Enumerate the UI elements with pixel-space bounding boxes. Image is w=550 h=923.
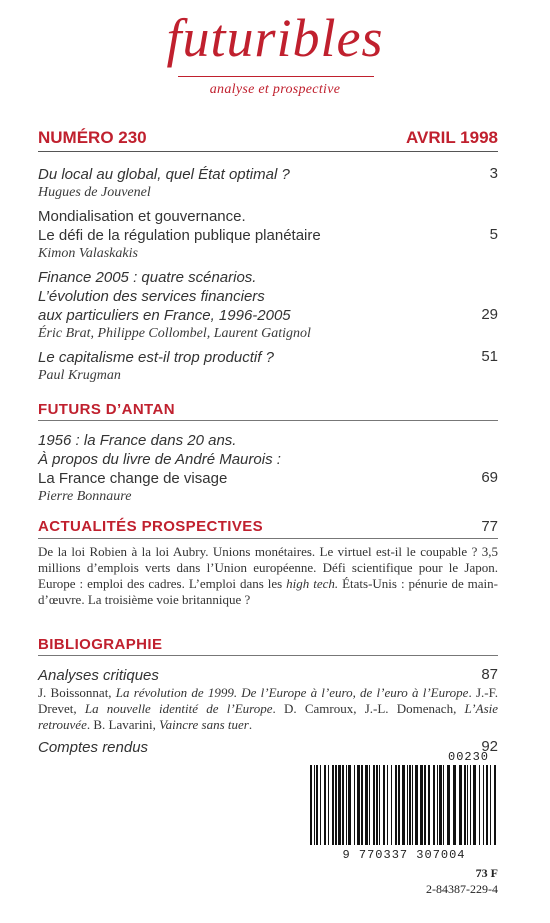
article-author: Hugues de Jouvenel: [38, 185, 151, 200]
barcode-bar: [379, 765, 380, 845]
barcode-bar: [483, 765, 484, 845]
barcode-bar: [470, 765, 471, 845]
issue-number: NUMÉRO 230: [38, 128, 147, 147]
issue-row: [38, 128, 498, 148]
barcode-bar: [433, 765, 435, 845]
article-title: La France change de visage: [38, 470, 228, 487]
barcode-bar: [424, 765, 426, 845]
bibliographie-refs: [38, 685, 498, 733]
barcode-bar: [407, 765, 408, 845]
barcode-bar: [361, 765, 363, 845]
article-page: 3: [489, 165, 498, 182]
barcode-bar: [453, 765, 456, 845]
issue-date: AVRIL 1998: [406, 128, 498, 147]
barcode-bar: [342, 765, 344, 845]
article-author: Paul Krugman: [38, 368, 121, 383]
barcode-bar: [373, 765, 375, 845]
price: 73 F: [475, 866, 498, 880]
barcode-bar: [415, 765, 418, 845]
barcode-bar: [328, 765, 329, 845]
article-author: Kimon Valaskakis: [38, 246, 138, 261]
bibliographie-analyses[interactable]: [38, 666, 498, 685]
barcode-bar: [412, 765, 413, 845]
divider: [38, 420, 498, 421]
barcode-bar: [354, 765, 355, 845]
barcode-bar: [383, 765, 385, 845]
barcode-bar: [310, 765, 312, 845]
barcode-bar: [428, 765, 430, 845]
barcode-bar: [316, 765, 318, 845]
article-title: À propos du livre de André Maurois :: [38, 451, 281, 468]
subsection-title: Comptes rendus: [38, 739, 149, 756]
barcode-bar: [486, 765, 488, 845]
barcode-bar: [464, 765, 466, 845]
masthead-title: futuribles: [166, 8, 384, 68]
futurs-article[interactable]: [38, 431, 498, 506]
divider: [38, 151, 498, 152]
barcode-bar: [391, 765, 392, 845]
subsection-title: Analyses critiques: [38, 667, 159, 684]
article-page: 5: [489, 226, 498, 243]
summary-text: États-Unis : pénurie de main-d’œuvre. La troisième voie britannique ?: [38, 576, 498, 607]
barcode-bar: [346, 765, 347, 845]
section-heading-label: ACTUALITÉS PROSPECTIVES: [38, 518, 264, 535]
section-heading-actualites[interactable]: [38, 518, 498, 536]
article-title: aux particuliers en France, 1996-2005: [38, 307, 291, 324]
article-title: Le capitalisme est-il trop productif ?: [38, 349, 274, 366]
ref-work: L’Asie retrouvée: [38, 701, 499, 732]
barcode-bar: [490, 765, 491, 845]
article-author: Éric Brat, Philippe Collombel, Laurent Gatignol: [38, 326, 311, 341]
barcode-bar: [439, 765, 442, 845]
barcode-bar: [369, 765, 370, 845]
ref-sep: .: [272, 701, 284, 716]
masthead-rule: [178, 76, 374, 77]
ref-sep: .: [468, 685, 476, 700]
masthead-tagline: analyse et prospective: [209, 82, 341, 97]
barcode-bar: [376, 765, 378, 845]
ref-author: J.-F. Drevet,: [38, 685, 499, 716]
barcode-bar: [437, 765, 438, 845]
article-title: Le défi de la régulation publique planétaire: [38, 227, 321, 244]
article-title: Finance 2005 : quatre scénarios.: [38, 269, 257, 286]
article-title: Du local au global, quel État optimal ?: [38, 166, 290, 183]
article-page: 77: [481, 518, 498, 535]
barcode-bar: [494, 765, 496, 845]
barcode-bar: [365, 765, 368, 845]
barcode-bar: [459, 765, 462, 845]
ref-author: D. Camroux, J.-L. Domenach,: [283, 701, 465, 716]
article-2[interactable]: [38, 207, 498, 263]
ref-work: La nouvelle identité de l’Europe: [84, 701, 273, 716]
barcode: [308, 765, 500, 845]
article-4[interactable]: [38, 348, 498, 385]
article-author: Pierre Bonnaure: [38, 489, 132, 504]
ref-work: Vaincre sans tuer: [159, 717, 249, 732]
article-page: 92: [481, 738, 498, 755]
barcode-bar: [338, 765, 341, 845]
divider: [38, 655, 498, 656]
article-page: 69: [481, 469, 498, 486]
article-page: 87: [481, 666, 498, 683]
barcode-bar: [409, 765, 411, 845]
barcode-bar: [420, 765, 423, 845]
barcode-number: 9 770337 307004: [342, 848, 466, 862]
barcode-bar: [473, 765, 476, 845]
barcode-bar: [335, 765, 337, 845]
isbn: 2-84387-229-4: [426, 882, 498, 896]
barcode-bar: [387, 765, 388, 845]
barcode-bar: [320, 765, 321, 845]
section-heading-futurs: FUTURS D’ANTAN: [38, 401, 175, 418]
barcode-bar: [395, 765, 397, 845]
article-page: 29: [481, 306, 498, 323]
barcode-bar: [398, 765, 400, 845]
actualites-summary: [38, 544, 498, 608]
article-page: 51: [481, 348, 498, 365]
summary-text: De la loi Robien à la loi Aubry. Unions monétaires. Le virtuel est-il le coupable ? 3,5 millions d’emplois verts dans l’Union européenne. Défi scientifique pour le Japon. Europe : emploi des cadres. L’emploi dans les: [38, 544, 498, 591]
article-3[interactable]: [38, 268, 498, 343]
ref-sep: .: [248, 717, 253, 732]
ref-work: La révolution de 1999. De l’Europe à l’euro, de l’euro à l’Europe: [115, 685, 469, 700]
barcode-bar: [443, 765, 444, 845]
ref-author: J. Boissonnat,: [38, 685, 116, 700]
barcode-bar: [402, 765, 405, 845]
barcode-bar: [479, 765, 480, 845]
barcode-bar: [324, 765, 326, 845]
ref-sep: .: [86, 717, 94, 732]
bibliographie-comptes[interactable]: [38, 738, 498, 757]
article-title: L’évolution des services financiers: [38, 288, 265, 305]
section-heading-bibliographie: BIBLIOGRAPHIE: [38, 636, 163, 653]
divider: [38, 538, 498, 539]
article-title: Mondialisation et gouvernance.: [38, 208, 246, 225]
barcode-bar: [314, 765, 315, 845]
summary-emphasis: high tech.: [286, 576, 339, 591]
barcode-bar: [447, 765, 450, 845]
barcode-bar: [357, 765, 360, 845]
article-title: 1956 : la France dans 20 ans.: [38, 432, 237, 449]
barcode-addon: 00230: [448, 750, 490, 764]
barcode-bar: [348, 765, 351, 845]
article-1[interactable]: [38, 165, 498, 202]
barcode-bar: [467, 765, 468, 845]
barcode-bar: [332, 765, 334, 845]
ref-author: B. Lavarini,: [93, 717, 160, 732]
